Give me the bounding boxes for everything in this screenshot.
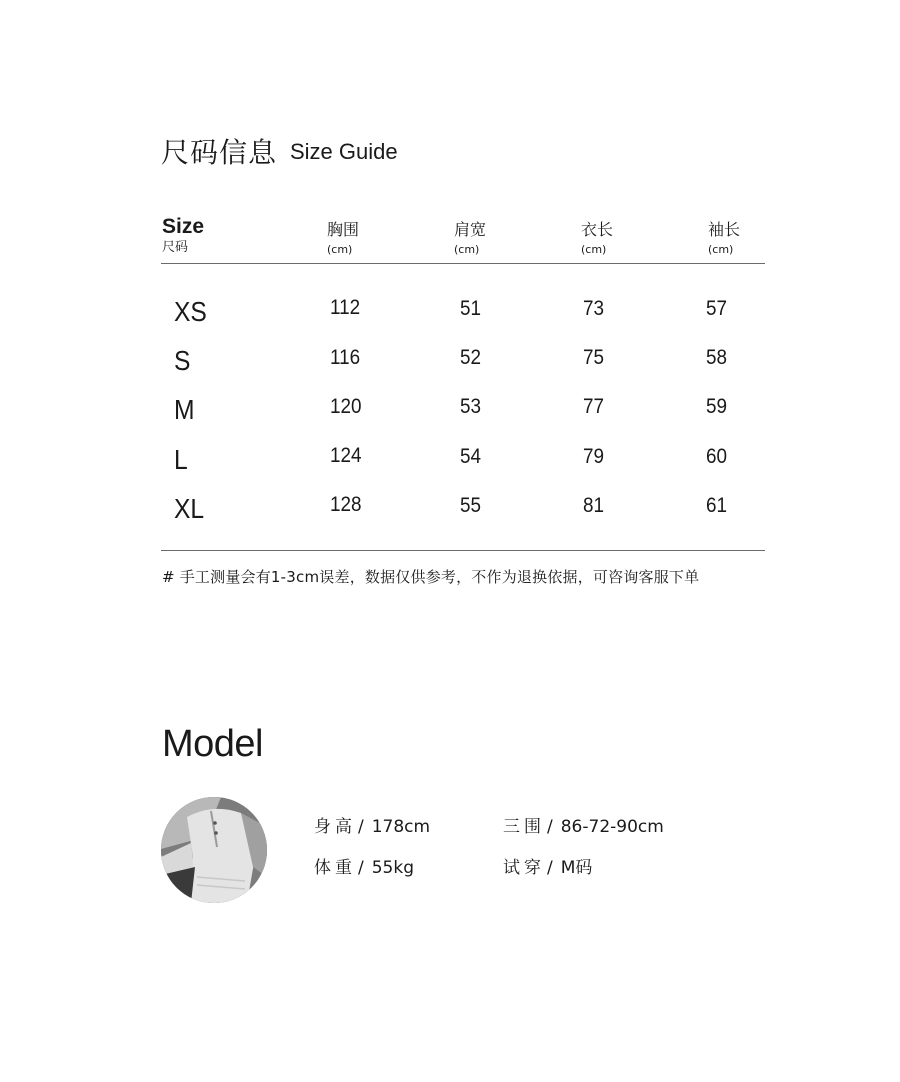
table-cell-chest: 128 [330,493,362,516]
model-weight-value: 55kg [371,858,415,878]
model-weight [314,857,414,879]
chest-column-unit: (cm) [327,243,353,256]
model-measurements [503,816,664,838]
table-row-size: S [174,345,191,376]
table-cell-length: 75 [583,346,605,369]
table-cell-sleeve: 57 [706,297,728,320]
length-column-unit: (cm) [581,243,607,256]
model-height-value: 178cm [371,817,431,837]
table-cell-sleeve: 59 [706,395,728,418]
size-column-header: Size [162,215,205,238]
model-tried-value: M码 [560,858,593,878]
table-cell-shoulder: 51 [460,297,482,320]
table-row-size: M [174,394,195,425]
separator: / [358,817,364,837]
model-avatar [161,797,267,903]
table-cell-length: 81 [583,494,605,517]
table-header-divider [161,263,765,264]
shoulder-column-header: 肩宽 [454,220,487,239]
table-cell-shoulder: 55 [460,494,482,517]
length-column-header: 衣长 [581,220,614,239]
model-height-label: 身高 [314,817,356,837]
table-cell-shoulder: 53 [460,395,482,418]
table-row-size: L [174,444,188,475]
model-tried-size [503,857,592,879]
size-column-header-cn: 尺码 [162,240,189,255]
model-tried-label: 试穿 [503,858,545,878]
table-cell-length: 77 [583,395,605,418]
sleeve-column-header: 袖长 [708,220,741,239]
table-cell-length: 73 [583,297,605,320]
table-cell-chest: 116 [330,346,361,369]
table-cell-chest: 120 [330,395,362,418]
model-weight-label: 体重 [314,858,356,878]
model-measurements-value: 86-72-90cm [560,817,664,837]
page-title-cn: 尺码信息 [161,136,278,169]
table-row-size: XS [174,296,207,327]
measurement-note: # 手工测量会有1-3cm误差，数据仅供参考，不作为退换依据，可咨询客服下单 [162,568,700,586]
table-cell-chest: 124 [330,444,362,467]
separator: / [547,817,553,837]
sleeve-column-unit: (cm) [708,243,734,256]
table-bottom-divider [161,550,765,551]
separator: / [547,858,553,878]
shoulder-column-unit: (cm) [454,243,480,256]
table-cell-shoulder: 54 [460,445,482,468]
model-measurements-label: 三围 [503,817,545,837]
table-cell-chest: 112 [330,296,361,319]
table-cell-sleeve: 60 [706,445,728,468]
page-title-en: Size Guide [290,139,398,164]
separator: / [358,858,364,878]
table-cell-sleeve: 58 [706,346,728,369]
table-cell-sleeve: 61 [706,494,728,517]
table-cell-shoulder: 52 [460,346,482,369]
table-row-size: XL [174,493,205,524]
chest-column-header: 胸围 [327,220,360,239]
model-section-title: Model [162,723,263,765]
table-cell-length: 79 [583,445,605,468]
model-photo-illustration [161,797,267,903]
model-height [314,816,430,838]
